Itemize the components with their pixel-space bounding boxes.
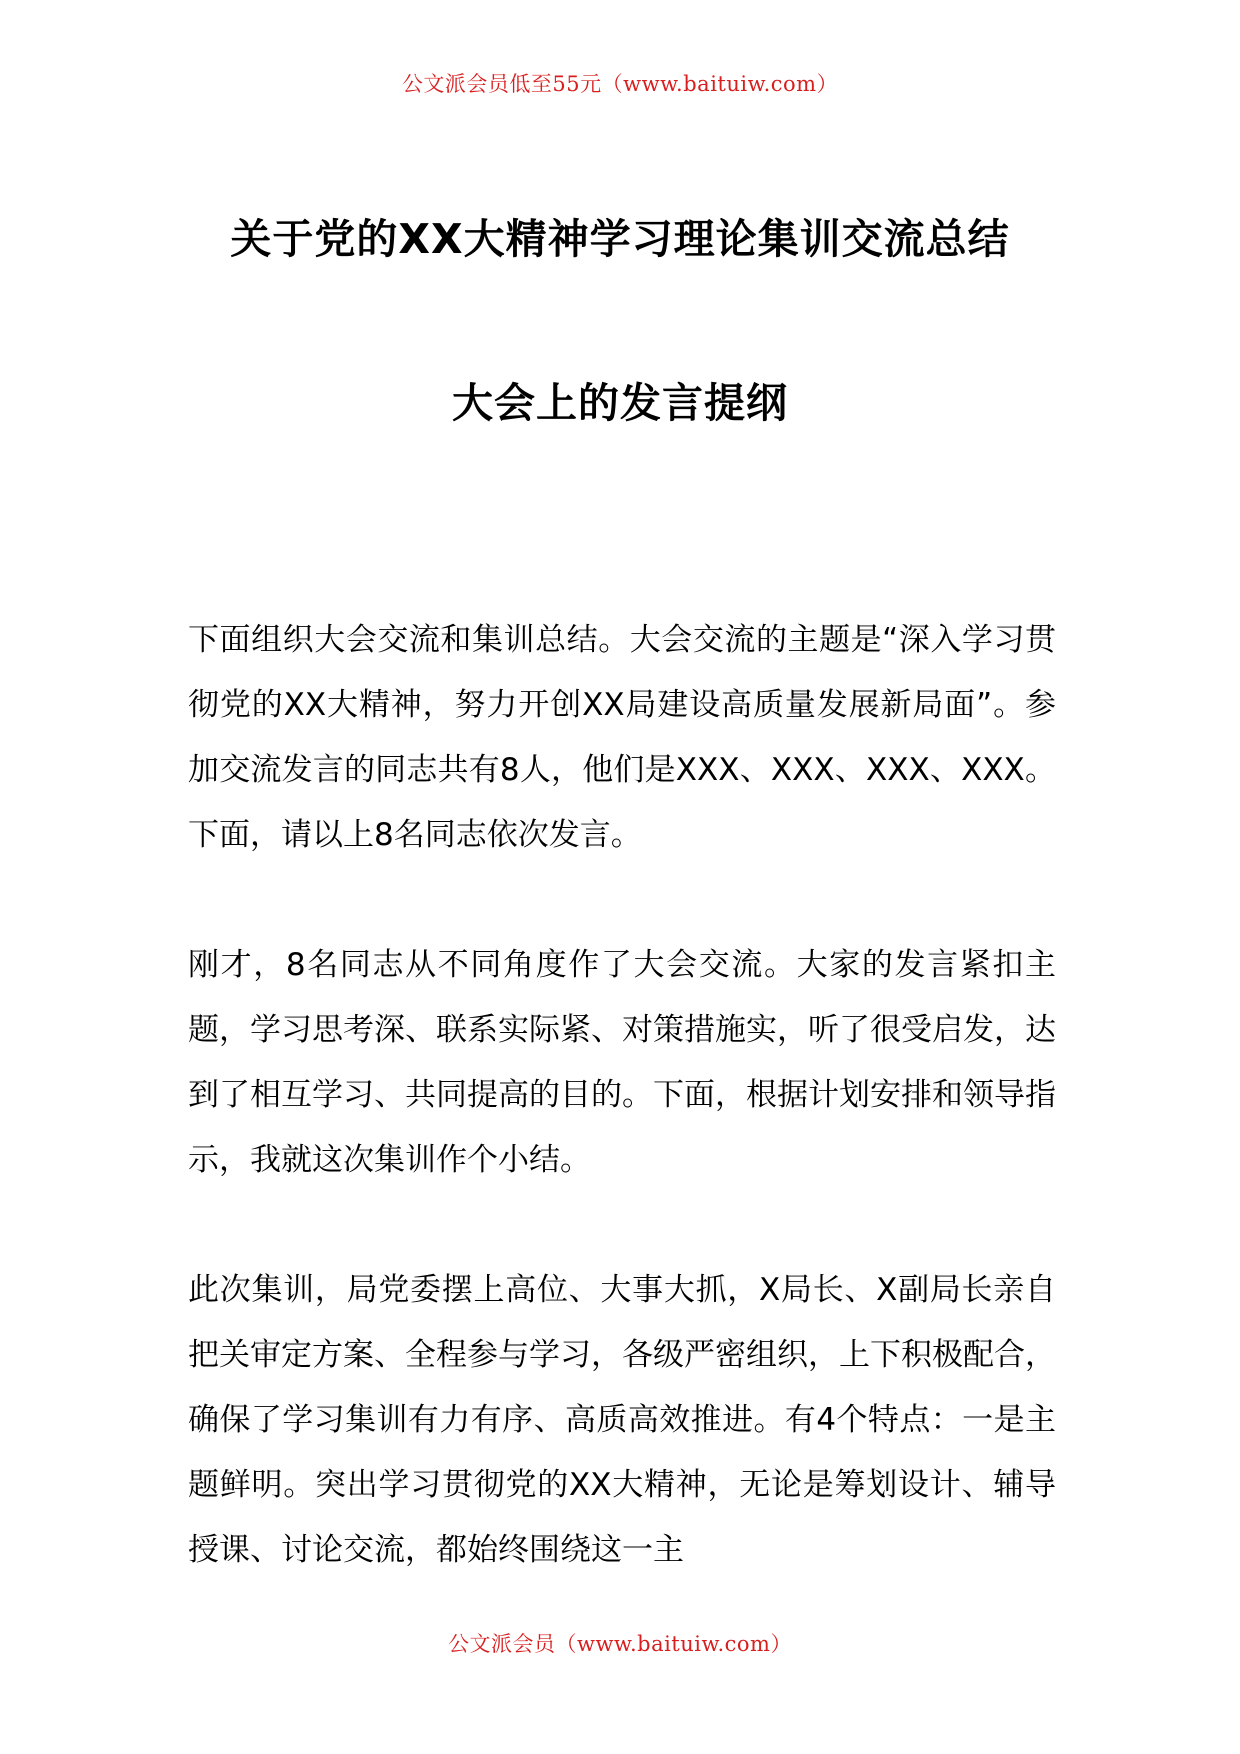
- document-body: [188, 608, 1056, 1648]
- body-paragraph-2: 刚才，8名同志从不同角度作了大会交流。大家的发言紧扣主题，学习思考深、联系实际紧、对策措施实，听了很受启发，达到了相互学习、共同提高的目的。下面，根据计划安排和领导指示，我就这次集训作个小结。: [188, 947, 1056, 1178]
- header-watermark-banner: 公文派会员低至55元（www.baituiw.com）: [401, 72, 839, 96]
- document-title-line-2: 大会上的发言提纲: [452, 379, 788, 427]
- footer-watermark-banner: 公文派会员（www.baituiw.com）: [448, 1632, 792, 1656]
- body-paragraph-1: 下面组织大会交流和集训总结。大会交流的主题是“深入学习贯彻党的XX大精神，努力开创XX局建设高质量发展新局面”。参加交流发言的同志共有8人，他们是XXX、XXX、XXX、XXX。下面，请以上8名同志依次发言。: [188, 622, 1056, 853]
- body-paragraph-3: 此次集训，局党委摆上高位、大事大抓，X局长、X副局长亲自把关审定方案、全程参与学习，各级严密组织，上下积极配合，确保了学习集训有力有序、高质高效推进。有4个特点：一是主题鲜明。突出学习贯彻党的XX大精神，无论是筹划设计、辅导授课、讨论交流，都始终围绕这一主: [188, 1272, 1056, 1568]
- document-title-line-1: 关于党的XX大精神学习理论集训交流总结: [230, 215, 1010, 263]
